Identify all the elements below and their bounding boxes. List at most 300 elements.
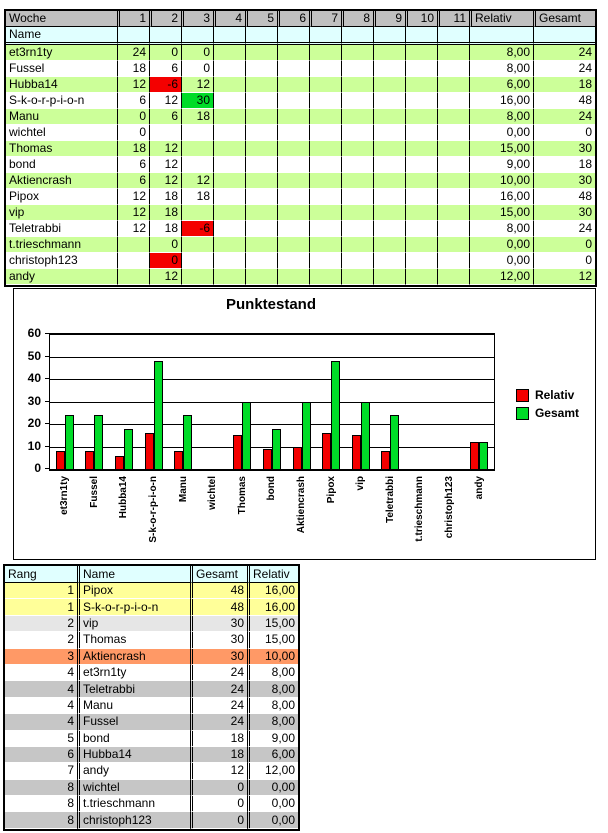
- bar-group: [50, 334, 80, 469]
- rank-name-cell: wichtel: [77, 780, 190, 796]
- x-axis-category: [50, 476, 80, 560]
- week-value-cell: [373, 237, 405, 253]
- player-name-cell: Thomas: [6, 141, 117, 157]
- relativ-bar: [352, 435, 361, 469]
- x-axis-category: [405, 476, 435, 560]
- week-value-cell: [245, 237, 277, 253]
- week-value-cell: [373, 173, 405, 189]
- week-value-cell: [405, 125, 437, 141]
- name-row-empty-cell: [405, 27, 437, 45]
- name-row-empty-cell: [533, 27, 595, 45]
- week-value-cell: [405, 189, 437, 205]
- week-value-cell: -6: [181, 221, 213, 237]
- week-col-header: 5: [245, 11, 277, 27]
- week-col-header: 2: [149, 11, 181, 27]
- gesamt-value-cell: 24: [533, 109, 595, 125]
- week-value-cell: [309, 157, 341, 173]
- relativ-col-header: Relativ: [469, 11, 533, 27]
- x-axis-category: [464, 476, 494, 560]
- x-axis-category-label: t.trieschmann: [414, 476, 426, 542]
- bar-group: [257, 334, 287, 469]
- relativ-value-cell: 0,00: [469, 125, 533, 141]
- week-value-cell: [341, 109, 373, 125]
- player-name-cell: Aktiencrash: [6, 173, 117, 189]
- week-value-cell: [373, 61, 405, 77]
- rank-gesamt-cell: 24: [190, 698, 247, 714]
- week-value-cell: [213, 221, 245, 237]
- gesamt-bar: [242, 402, 251, 470]
- rank-rang-cell: 1: [5, 583, 77, 599]
- name-row-empty-cell: [117, 27, 149, 45]
- week-value-cell: [341, 221, 373, 237]
- week-col-header: 1: [117, 11, 149, 27]
- week-value-cell: [277, 253, 309, 269]
- bar-group: [228, 334, 258, 469]
- week-value-cell: [405, 205, 437, 221]
- week-value-cell: [405, 61, 437, 77]
- relativ-value-cell: 8,00: [469, 45, 533, 61]
- week-value-cell: [405, 173, 437, 189]
- week-value-cell: 18: [149, 205, 181, 221]
- player-week-row: [6, 45, 595, 61]
- relativ-value-cell: 15,00: [469, 205, 533, 221]
- x-axis-category-label: Thomas: [236, 476, 248, 515]
- name-row-empty-cell: [245, 27, 277, 45]
- y-axis-tick-label: 10: [27, 438, 41, 453]
- bar-group: [80, 334, 110, 469]
- week-value-cell: [437, 205, 469, 221]
- gesamt-value-cell: 0: [533, 237, 595, 253]
- rank-gesamt-cell: 24: [190, 681, 247, 697]
- week-value-cell: [277, 205, 309, 221]
- x-axis-category: [80, 476, 110, 560]
- rank-gesamt-cell: 0: [190, 780, 247, 796]
- week-value-cell: [309, 125, 341, 141]
- legend-item-gesamt: [516, 406, 579, 420]
- x-axis-category-label: et3rn1ty: [59, 476, 71, 515]
- week-value-cell: 12: [149, 269, 181, 285]
- week-value-cell: [245, 157, 277, 173]
- player-name-cell: vip: [6, 205, 117, 221]
- gesamt-bar: [331, 361, 340, 469]
- week-value-cell: [373, 109, 405, 125]
- relativ-bar: [263, 449, 272, 469]
- week-value-cell: [309, 77, 341, 93]
- player-week-row: [6, 237, 595, 253]
- chart-bars: [50, 334, 494, 469]
- relativ-value-cell: 16,00: [469, 93, 533, 109]
- rank-gesamt-cell: 0: [190, 796, 247, 812]
- rank-relativ-cell: 10,00: [247, 649, 298, 665]
- week-value-cell: [181, 141, 213, 157]
- week-value-cell: 12: [181, 77, 213, 93]
- week-value-cell: [277, 269, 309, 285]
- x-axis-category: [257, 476, 287, 560]
- name-row-empty-cell: [277, 27, 309, 45]
- relativ-bar: [56, 451, 65, 469]
- week-value-cell: [437, 157, 469, 173]
- rank-rang-cell: 3: [5, 649, 77, 665]
- week-value-cell: [341, 205, 373, 221]
- week-value-cell: 18: [149, 221, 181, 237]
- rank-name-cell: Teletrabbi: [77, 681, 190, 697]
- player-name-cell: t.trieschmann: [6, 237, 117, 253]
- player-week-row: [6, 189, 595, 205]
- player-week-row: [6, 61, 595, 77]
- week-value-cell: [373, 141, 405, 157]
- rank-relativ-cell: 9,00: [247, 731, 298, 747]
- week-value-cell: [213, 189, 245, 205]
- rank-relativ-cell: 8,00: [247, 681, 298, 697]
- gesamt-value-cell: 18: [533, 157, 595, 173]
- week-value-cell: [245, 61, 277, 77]
- legend-label-relativ: Relativ: [534, 388, 575, 402]
- week-value-cell: [437, 237, 469, 253]
- week-value-cell: [245, 93, 277, 109]
- chart-legend: [516, 388, 579, 420]
- player-name-cell: wichtel: [6, 125, 117, 141]
- week-value-cell: [437, 253, 469, 269]
- week-value-cell: [373, 221, 405, 237]
- week-value-cell: [405, 93, 437, 109]
- y-axis-tick-label: 30: [27, 393, 41, 408]
- x-axis-category-label: Aktiencrash: [296, 476, 308, 534]
- week-value-cell: [213, 141, 245, 157]
- player-week-row: [6, 173, 595, 189]
- week-value-cell: [437, 61, 469, 77]
- x-axis-category: [316, 476, 346, 560]
- week-value-cell: [405, 157, 437, 173]
- week-value-cell: [277, 221, 309, 237]
- player-week-row: [6, 157, 595, 173]
- player-name-cell: andy: [6, 269, 117, 285]
- week-value-cell: [341, 61, 373, 77]
- rank-row: [5, 698, 298, 714]
- week-value-cell: [341, 141, 373, 157]
- week-value-cell: [245, 45, 277, 61]
- rank-row: [5, 796, 298, 812]
- rank-relativ-cell: 15,00: [247, 632, 298, 648]
- week-value-cell: [437, 77, 469, 93]
- week-value-cell: [245, 269, 277, 285]
- rank-gesamt-cell: 24: [190, 665, 247, 681]
- rank-rang-cell: 4: [5, 698, 77, 714]
- bar-group: [435, 334, 465, 469]
- rank-relativ-cell: 6,00: [247, 747, 298, 763]
- x-axis-category-label: vip: [355, 476, 367, 491]
- player-week-row: [6, 77, 595, 93]
- rank-name-cell: et3rn1ty: [77, 665, 190, 681]
- name-row-empty-cell: [341, 27, 373, 45]
- rank-row: [5, 747, 298, 763]
- rank-gesamt-cell: 0: [190, 812, 247, 828]
- week-value-cell: [405, 109, 437, 125]
- player-name-cell: Hubba14: [6, 77, 117, 93]
- rank-rang-cell: 8: [5, 812, 77, 828]
- week-value-cell: [277, 189, 309, 205]
- week-value-cell: [373, 205, 405, 221]
- week-value-cell: [309, 141, 341, 157]
- week-value-cell: [277, 141, 309, 157]
- gesamt-bar: [65, 415, 74, 469]
- x-axis-category: [287, 476, 317, 560]
- x-axis-category-label: wichtel: [207, 476, 219, 510]
- x-axis-category-label: bond: [266, 476, 278, 501]
- week-value-cell: 12: [181, 173, 213, 189]
- week-value-cell: 30: [181, 93, 213, 109]
- rang-header: Rang: [5, 566, 77, 583]
- rank-relativ-cell: 8,00: [247, 714, 298, 730]
- gesamt-value-cell: 30: [533, 141, 595, 157]
- week-value-cell: 12: [149, 173, 181, 189]
- y-axis-tick-label: 50: [27, 348, 41, 363]
- relativ-bar: [293, 447, 302, 470]
- week-value-cell: [309, 109, 341, 125]
- week-value-cell: [341, 269, 373, 285]
- relativ-value-cell: 0,00: [469, 237, 533, 253]
- relativ-header: Relativ: [247, 566, 298, 583]
- week-value-cell: 6: [117, 157, 149, 173]
- relativ-bar: [115, 456, 124, 470]
- week-value-cell: 0: [117, 125, 149, 141]
- player-week-row: [6, 221, 595, 237]
- week-value-cell: [277, 109, 309, 125]
- rank-rang-cell: 2: [5, 632, 77, 648]
- week-value-cell: [181, 125, 213, 141]
- week-value-cell: [309, 93, 341, 109]
- name-row-label: Name: [6, 27, 117, 45]
- week-value-cell: [213, 109, 245, 125]
- week-value-cell: [213, 45, 245, 61]
- week-value-cell: [277, 45, 309, 61]
- x-axis-category: [109, 476, 139, 560]
- bar-group: [405, 334, 435, 469]
- rank-relativ-cell: 16,00: [247, 599, 298, 615]
- week-table-header-row: [6, 11, 595, 27]
- legend-label-gesamt: Gesamt: [534, 406, 579, 420]
- gesamt-bar: [124, 429, 133, 470]
- week-value-cell: [309, 221, 341, 237]
- relativ-value-cell: 12,00: [469, 269, 533, 285]
- relativ-bar: [174, 451, 183, 469]
- week-value-cell: 12: [149, 157, 181, 173]
- player-week-row: [6, 93, 595, 109]
- week-value-cell: [373, 93, 405, 109]
- rank-name-cell: Thomas: [77, 632, 190, 648]
- rank-table-header-row: [5, 566, 298, 583]
- rank-name-cell: christoph123: [77, 812, 190, 828]
- rank-row: [5, 780, 298, 796]
- gesamt-value-cell: 30: [533, 205, 595, 221]
- relativ-bar: [470, 442, 479, 469]
- week-value-cell: 12: [149, 141, 181, 157]
- week-value-cell: [341, 189, 373, 205]
- y-axis-tick-label: 40: [27, 371, 41, 385]
- week-col-header: 11: [437, 11, 469, 27]
- week-col-header: 9: [373, 11, 405, 27]
- week-value-cell: [277, 173, 309, 189]
- week-value-cell: [405, 45, 437, 61]
- gesamt-bar: [183, 415, 192, 469]
- player-name-cell: Pipox: [6, 189, 117, 205]
- rank-name-cell: bond: [77, 731, 190, 747]
- rank-gesamt-cell: 24: [190, 714, 247, 730]
- name-row-empty-cell: [213, 27, 245, 45]
- rank-name-cell: Aktiencrash: [77, 649, 190, 665]
- week-value-cell: [245, 221, 277, 237]
- bar-group: [346, 334, 376, 469]
- week-value-cell: [341, 93, 373, 109]
- x-axis-category-label: Teletrabbi: [384, 476, 396, 524]
- week-value-cell: [149, 125, 181, 141]
- rank-gesamt-cell: 30: [190, 649, 247, 665]
- week-value-cell: [277, 125, 309, 141]
- rank-rang-cell: 1: [5, 599, 77, 615]
- week-value-cell: [309, 269, 341, 285]
- gesamt-value-cell: 12: [533, 269, 595, 285]
- week-value-cell: [309, 237, 341, 253]
- chart-plot-area-wrap: [14, 326, 595, 475]
- rank-name-cell: andy: [77, 763, 190, 779]
- week-value-cell: [373, 269, 405, 285]
- gesamt-bar: [272, 429, 281, 470]
- week-value-cell: [437, 173, 469, 189]
- name-row-empty-cell: [149, 27, 181, 45]
- gesamt-bar: [479, 442, 488, 469]
- week-value-cell: [213, 125, 245, 141]
- week-value-cell: [213, 77, 245, 93]
- week-value-cell: [341, 253, 373, 269]
- week-value-cell: [437, 109, 469, 125]
- week-value-cell: 12: [117, 189, 149, 205]
- week-value-cell: [181, 253, 213, 269]
- week-value-cell: [213, 269, 245, 285]
- rank-relativ-cell: 0,00: [247, 812, 298, 828]
- week-value-cell: [309, 205, 341, 221]
- relativ-value-cell: 9,00: [469, 157, 533, 173]
- week-value-cell: [405, 269, 437, 285]
- relativ-value-cell: 6,00: [469, 77, 533, 93]
- player-week-row: [6, 125, 595, 141]
- gesamt-value-cell: 0: [533, 253, 595, 269]
- week-value-cell: [245, 109, 277, 125]
- gesamt-value-cell: 48: [533, 93, 595, 109]
- week-col-header: 8: [341, 11, 373, 27]
- week-col-header: 3: [181, 11, 213, 27]
- bar-group: [139, 334, 169, 469]
- week-value-cell: [437, 125, 469, 141]
- rank-gesamt-cell: 30: [190, 616, 247, 632]
- bar-group: [316, 334, 346, 469]
- rank-gesamt-cell: 48: [190, 583, 247, 599]
- week-value-cell: [373, 77, 405, 93]
- week-value-cell: 0: [149, 237, 181, 253]
- rank-row: [5, 665, 298, 681]
- week-value-cell: 0: [181, 45, 213, 61]
- week-value-cell: [245, 253, 277, 269]
- week-value-cell: [309, 61, 341, 77]
- relativ-bar: [145, 433, 154, 469]
- bar-group: [109, 334, 139, 469]
- relativ-bar: [322, 433, 331, 469]
- week-corner-header: Woche: [6, 11, 117, 27]
- gesamt-value-cell: 18: [533, 77, 595, 93]
- bar-group: [287, 334, 317, 469]
- legend-swatch-gesamt: [516, 407, 529, 420]
- week-value-cell: [245, 173, 277, 189]
- week-value-cell: 6: [149, 109, 181, 125]
- gesamt-value-cell: 48: [533, 189, 595, 205]
- week-col-header: 10: [405, 11, 437, 27]
- week-value-cell: 18: [149, 189, 181, 205]
- week-value-cell: [117, 269, 149, 285]
- player-week-row: [6, 269, 595, 285]
- week-value-cell: [181, 157, 213, 173]
- week-value-cell: [309, 189, 341, 205]
- player-week-row: [6, 141, 595, 157]
- relativ-value-cell: 16,00: [469, 189, 533, 205]
- chart-y-axis: [14, 326, 49, 475]
- week-value-cell: 12: [149, 93, 181, 109]
- x-axis-category-label: Hubba14: [118, 476, 130, 519]
- rank-gesamt-cell: 18: [190, 731, 247, 747]
- bar-group: [464, 334, 494, 469]
- week-value-cell: [213, 157, 245, 173]
- x-axis-category-label: Manu: [177, 476, 189, 503]
- y-axis-tick-label: 60: [27, 326, 41, 340]
- week-value-cell: [341, 237, 373, 253]
- week-value-cell: [277, 237, 309, 253]
- x-axis-category-label: S-k-o-r-p-i-o-n: [148, 476, 160, 543]
- rank-relativ-cell: 15,00: [247, 616, 298, 632]
- week-value-cell: 12: [117, 221, 149, 237]
- gesamt-bar: [390, 415, 399, 469]
- x-axis-category: [198, 476, 228, 560]
- week-value-cell: 0: [117, 109, 149, 125]
- week-value-cell: 24: [117, 45, 149, 61]
- week-value-cell: 18: [181, 189, 213, 205]
- week-value-cell: [213, 253, 245, 269]
- name-row-empty-cell: [373, 27, 405, 45]
- relativ-value-cell: 0,00: [469, 253, 533, 269]
- week-value-cell: [117, 253, 149, 269]
- relativ-bar: [233, 435, 242, 469]
- player-week-row: [6, 109, 595, 125]
- week-value-cell: [245, 125, 277, 141]
- name-header: Name: [77, 566, 190, 583]
- gesamt-value-cell: 0: [533, 125, 595, 141]
- player-name-cell: et3rn1ty: [6, 45, 117, 61]
- week-value-cell: [117, 237, 149, 253]
- player-week-row: [6, 205, 595, 221]
- relativ-value-cell: 8,00: [469, 109, 533, 125]
- week-value-cell: [373, 125, 405, 141]
- x-axis-category: [346, 476, 376, 560]
- chart-plot-area: [49, 333, 495, 471]
- y-axis-tick-label: 20: [27, 416, 41, 430]
- player-name-cell: christoph123: [6, 253, 117, 269]
- gesamt-value-cell: 30: [533, 173, 595, 189]
- week-value-cell: [277, 93, 309, 109]
- week-value-cell: [309, 253, 341, 269]
- relativ-value-cell: 8,00: [469, 221, 533, 237]
- week-value-cell: [373, 189, 405, 205]
- week-value-cell: [405, 141, 437, 157]
- player-name-cell: bond: [6, 157, 117, 173]
- week-value-cell: 18: [181, 109, 213, 125]
- week-value-cell: [437, 93, 469, 109]
- rank-row: [5, 649, 298, 665]
